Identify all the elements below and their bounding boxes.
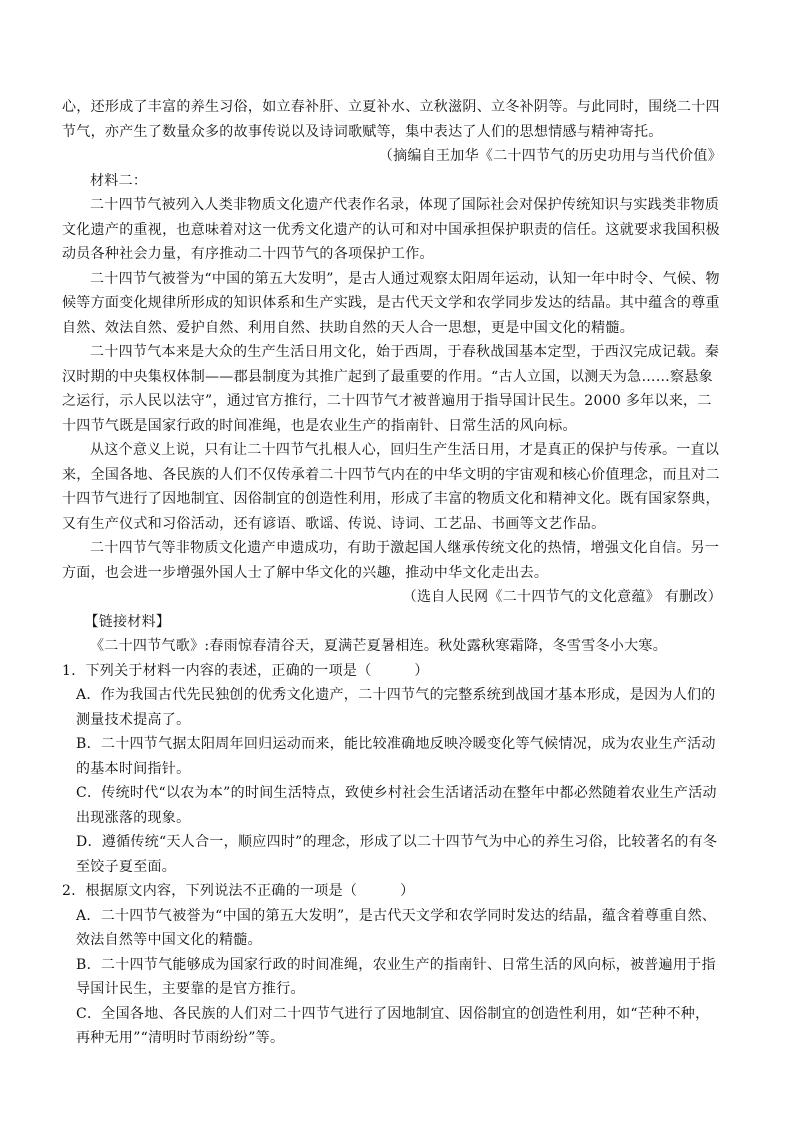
continued-paragraph: 心，还形成了丰富的养生习俗，如立春补肝、立夏补水、立秋滋阴、立冬补阴等。与此同时，围绕二十四节气，亦产生了数量众多的故事传说以及诗词歌赋等，集中表达了人们的思想情感与精神寄托。 <box>62 99 720 140</box>
question-1 <box>62 659 722 880</box>
material-two-paragraph-1: 二十四节气被列入人类非物质文化遗产代表作名录，体现了国际社会对保护传统知识与实践类非物质文化遗产的重视，也意味着对这一优秀文化遗产的认可和对中国承担保护职责的信任。这就要求我国积极动员各种社会力量，有序推动二十四节气的各项保护工作。 <box>62 197 720 262</box>
question-1-option-d: D．遵循传统“天人合一，顺应四时”的理念，形成了以二十四节气为中心的养生习俗，比较著名的有冬至饺子夏至面。 <box>76 834 718 875</box>
question-2-stem: 2．根据原文内容，下列说法不正确的一项是（ ） <box>62 883 415 899</box>
question-2-option-c: C．全国各地、各民族的人们对二十四节气进行了因地制宜、因俗制宜的创造性利用，如“芒种不种，再种无用”“清明时节雨纷纷”等。 <box>76 1005 710 1046</box>
material-two-paragraph-3: 二十四节气本来是大众的生产生活日用文化，始于西周，于春秋战国基本定型，于西汉完成记载。秦汉时期的中央集权体制——郡县制度为其推广起到了最重要的作用。“古人立国，以测天为急……察悬象之运行，示人民以法守”，通过官方推行，二十四节气才被普遍用于指导国计民生。2000 多年以来，二十四节气既是国家行政的时间准绳，也是农业生产的指南针、日常生活的风向标。 <box>62 344 720 434</box>
question-1-option-b: B．二十四节气据太阳周年回归运动而来，能比较准确地反映冷暖变化等气候情况，成为农业生产活动的基本时间指针。 <box>76 736 716 777</box>
question-1-option-a: A．作为我国古代先民独创的优秀文化遗产，二十四节气的完整系统到战国才基本形成，是因为人们的测量技术提高了。 <box>76 687 716 728</box>
question-2-option-b: B．二十四节气能够成为国家行政的时间准绳，农业生产的指南针、日常生活的风向标，被普遍用于指导国计民生，主要靠的是官方推行。 <box>76 956 716 997</box>
material-two-paragraph-5: 二十四节气等非物质文化遗产申遗成功，有助于激起国人继承传统文化的热情，增强文化自信。另一方面，也会进一步增强外国人士了解中华文化的兴趣，推动中华文化走出去。 <box>62 540 720 581</box>
source-citation-2: （选自人民网《二十四节气的文化意蕴》 有删改） <box>402 589 722 605</box>
material-two-paragraph-2: 二十四节气被誉为“中国的第五大发明”，是古人通过观察太阳周年运动，认知一年中时令、气候、物候等方面变化规律所形成的知识体系和生产实践，是古代天文学和农学同步发达的结晶。其中蕴含的尊重自然、效法自然、爱护自然、利用自然、扶助自然的天人合一思想，更是中国文化的精髓。 <box>62 270 720 336</box>
linked-material-title: 【链接材料】 <box>84 613 171 630</box>
question-1-stem: 1．下列关于材料一内容的表述，正确的一项是（ ） <box>62 662 429 679</box>
question-2-option-a: A．二十四节气被誉为“中国的第五大发明”，是古代天文学和农学同时发达的结晶，蕴含着尊重自然、效法自然等中国文化的精髓。 <box>76 907 717 948</box>
question-1-option-c: C．传统时代“以农为本”的时间生活特点，致使乡村社会生活诸活动在整年中都必然随着农业生产活动出现涨落的现象。 <box>76 785 717 826</box>
source-citation-1: （摘编自王加华《二十四节气的历史功用与当代价值》 <box>378 148 722 164</box>
material-two-paragraph-4: 从这个意义上说，只有让二十四节气扎根人心，回归生产生活日用，才是真正的保护与传承。一直以来，全国各地、各民族的人们不仅传承着二十四节气内在的中华文明的宇宙观和核心价值理念，而且对二十四节气进行了因地制宜、因俗制宜的创造性利用，形成了丰富的物质文化和精神文化。既有国家祭典，又有生产仪式和习俗活动，还有谚语、歌谣、传说、诗词、工艺品、书画等文艺作品。 <box>62 442 720 532</box>
linked-material-text: 《二十四节气歌》:春雨惊春清谷天，夏满芒夏暑相连。秋处露秋寒霜降，冬雪雪冬小大寒。 <box>90 638 668 654</box>
question-2 <box>62 879 722 1051</box>
document-body <box>62 95 722 1051</box>
material-two-label: 材料二： <box>90 172 148 189</box>
